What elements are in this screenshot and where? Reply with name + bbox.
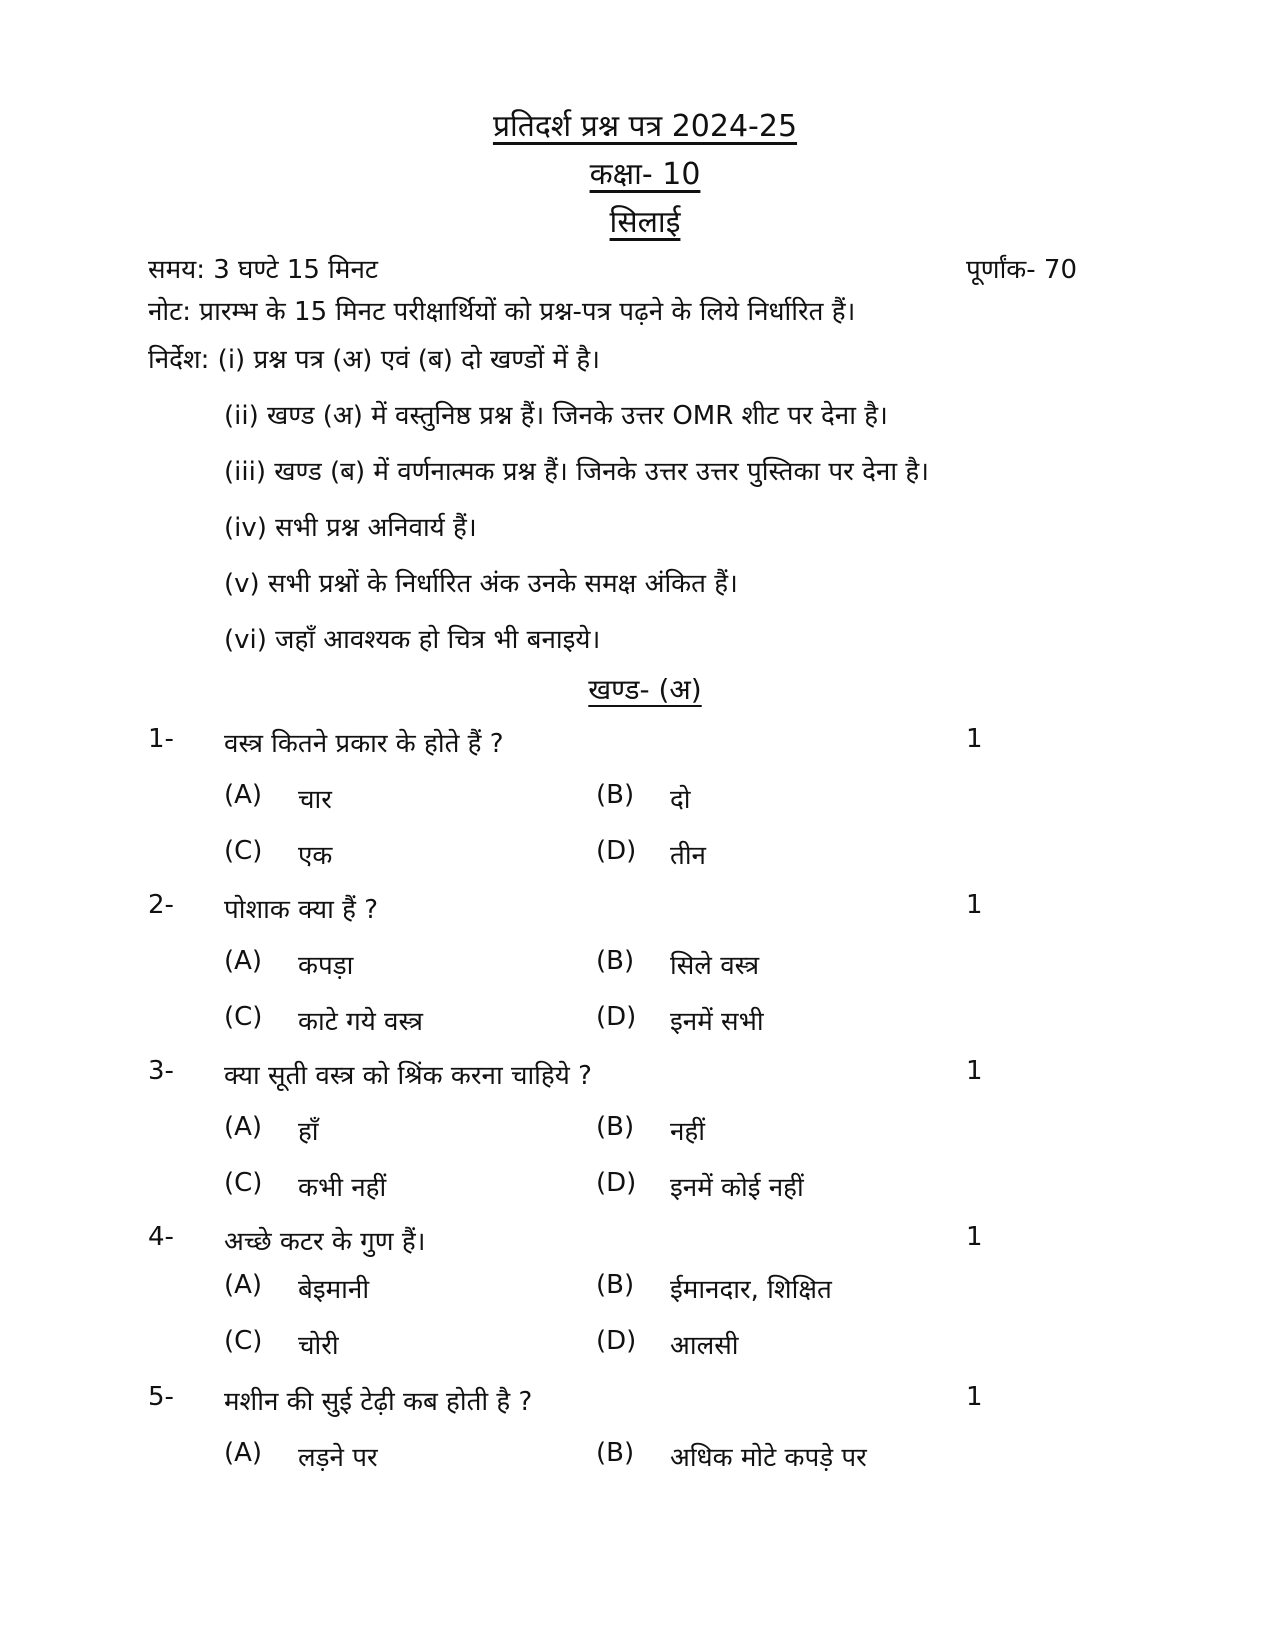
option-text: इनमें सभी bbox=[670, 1007, 764, 1037]
question-text: वस्त्र कितने प्रकार के होते हैं ? bbox=[224, 729, 504, 759]
option-key: (D) bbox=[596, 836, 637, 866]
question-marks: 1 bbox=[966, 1056, 983, 1086]
max-marks-label: पूर्णांक- 70 bbox=[966, 255, 1077, 285]
instruction-item: निर्देश: (i) प्रश्न पत्र (अ) एवं (ब) दो खण्डों में है। bbox=[148, 345, 600, 375]
instruction-item: (iii) खण्ड (ब) में वर्णनात्मक प्रश्न हैं। जिनके उत्तर उत्तर पुस्तिका पर देना है। bbox=[224, 457, 929, 487]
option-text: आलसी bbox=[670, 1331, 739, 1361]
option-text: चोरी bbox=[298, 1331, 339, 1361]
question-text: पोशाक क्या हैं ? bbox=[224, 895, 379, 925]
option-key: (C) bbox=[224, 1002, 263, 1032]
option-key: (C) bbox=[224, 836, 263, 866]
option-text: सिले वस्त्र bbox=[670, 951, 760, 981]
time-label: समय: 3 घण्टे 15 मिनट bbox=[148, 255, 378, 285]
option-key: (C) bbox=[224, 1168, 263, 1198]
question-number: 4- bbox=[148, 1222, 174, 1252]
option-key: (B) bbox=[596, 1270, 635, 1300]
note-text: नोट: प्रारम्भ के 15 मिनट परीक्षार्थियों को प्रश्न-पत्र पढ़ने के लिये निर्धारित हैं। bbox=[148, 297, 856, 327]
option-key: (D) bbox=[596, 1326, 637, 1356]
question-number: 3- bbox=[148, 1056, 174, 1086]
option-key: (A) bbox=[224, 946, 263, 976]
option-text: हाँ bbox=[298, 1117, 319, 1147]
option-key: (A) bbox=[224, 1438, 263, 1468]
instruction-item: (v) सभी प्रश्नों के निर्धारित अंक उनके समक्ष अंकित हैं। bbox=[224, 569, 738, 599]
question-marks: 1 bbox=[966, 1382, 983, 1412]
question-number: 1- bbox=[148, 724, 174, 754]
option-key: (B) bbox=[596, 1438, 635, 1468]
option-key: (A) bbox=[224, 1112, 263, 1142]
option-key: (B) bbox=[596, 946, 635, 976]
question-text: मशीन की सुई टेढ़ी कब होती है ? bbox=[224, 1387, 533, 1417]
question-marks: 1 bbox=[966, 1222, 983, 1252]
option-key: (A) bbox=[224, 1270, 263, 1300]
instruction-item: (iv) सभी प्रश्न अनिवार्य हैं। bbox=[224, 513, 477, 543]
paper-title: प्रतिदर्श प्रश्न पत्र 2024-25 bbox=[492, 109, 798, 144]
option-text: बेइमानी bbox=[298, 1275, 370, 1305]
option-key: (A) bbox=[224, 780, 263, 810]
option-text: नहीं bbox=[670, 1117, 705, 1147]
option-text: कपड़ा bbox=[298, 951, 354, 981]
question-text: क्या सूती वस्त्र को श्रिंक करना चाहिये ? bbox=[224, 1061, 592, 1091]
option-key: (D) bbox=[596, 1002, 637, 1032]
option-text: तीन bbox=[670, 841, 706, 871]
option-text: अधिक मोटे कपड़े पर bbox=[670, 1443, 867, 1473]
option-key: (D) bbox=[596, 1168, 637, 1198]
question-marks: 1 bbox=[966, 890, 983, 920]
option-text: एक bbox=[298, 841, 333, 871]
option-key: (B) bbox=[596, 780, 635, 810]
option-text: ईमानदार, शिक्षित bbox=[670, 1275, 832, 1305]
question-text: अच्छे कटर के गुण हैं। bbox=[224, 1227, 426, 1257]
option-key: (C) bbox=[224, 1326, 263, 1356]
question-number: 2- bbox=[148, 890, 174, 920]
question-number: 5- bbox=[148, 1382, 174, 1412]
option-text: कभी नहीं bbox=[298, 1173, 387, 1203]
option-text: चार bbox=[298, 785, 332, 815]
instruction-item: (ii) खण्ड (अ) में वस्तुनिष्ठ प्रश्न हैं। जिनके उत्तर OMR शीट पर देना है। bbox=[224, 401, 888, 431]
option-text: इनमें कोई नहीं bbox=[670, 1173, 804, 1203]
option-text: लड़ने पर bbox=[298, 1443, 378, 1473]
section-title: खण्ड- (अ) bbox=[588, 673, 702, 706]
option-text: काटे गये वस्त्र bbox=[298, 1007, 423, 1037]
option-text: दो bbox=[670, 785, 691, 815]
option-key: (B) bbox=[596, 1112, 635, 1142]
subject-title: सिलाई bbox=[609, 205, 681, 240]
instruction-item: (vi) जहाँ आवश्यक हो चित्र भी बनाइये। bbox=[224, 625, 601, 655]
question-marks: 1 bbox=[966, 724, 983, 754]
class-label: कक्षा- 10 bbox=[589, 157, 701, 192]
